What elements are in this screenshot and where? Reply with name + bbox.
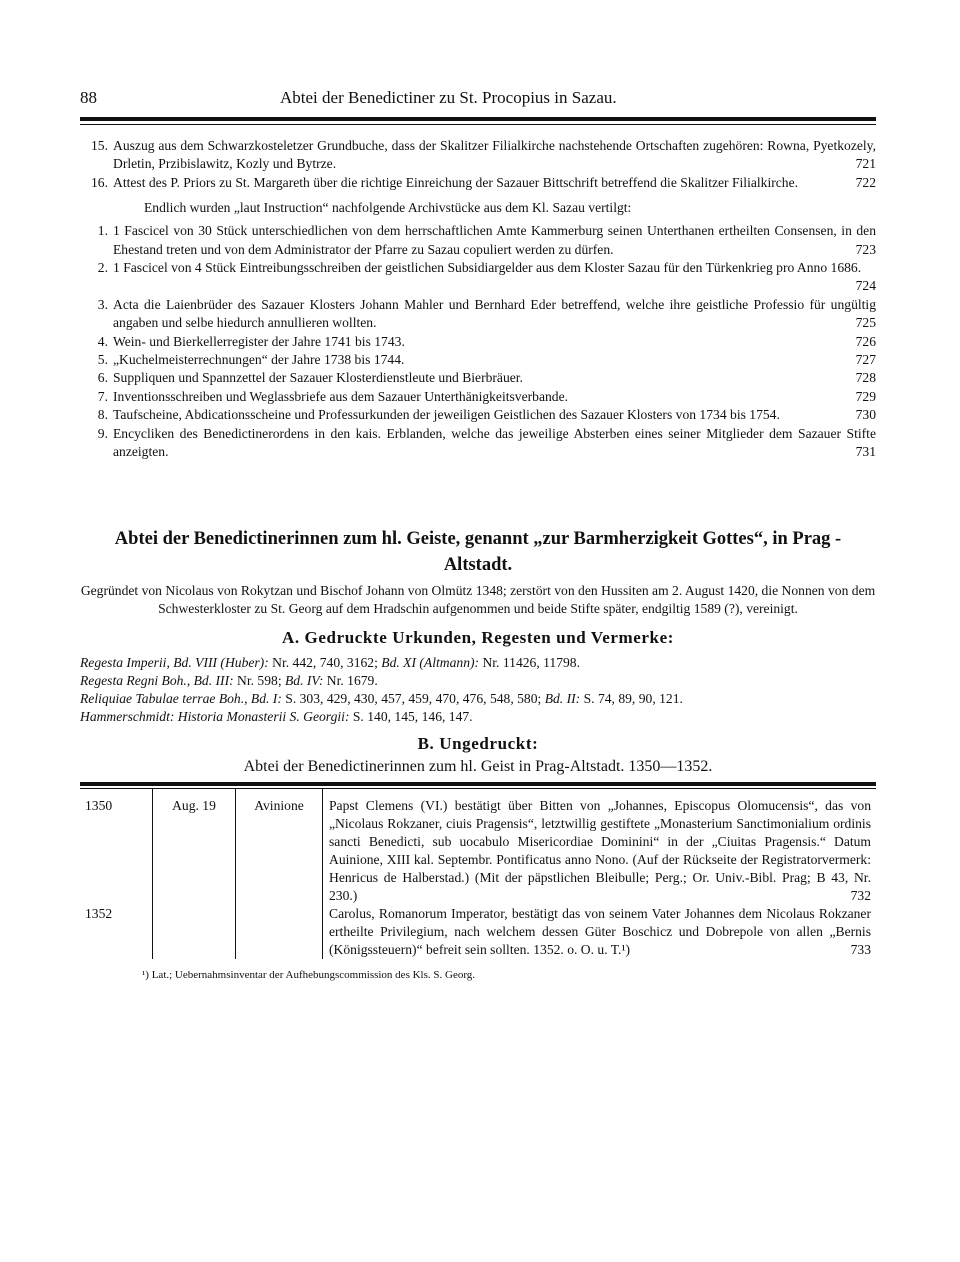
list-item: 7. Inventionsschreiben und Weglassbriefe aus dem Sazauer Unterthänigkeitsverbande. 729 (97, 388, 876, 404)
year-cell: 1352 (85, 905, 113, 921)
subheading-unprinted: B. Ungedruckt: (417, 733, 539, 753)
page-header (80, 88, 876, 112)
document-page (80, 88, 876, 981)
list-item: 9. Encycliken des Benedictinerordens in den kais. Erblanden, welche das jeweilige Absterben eines seiner Mitglieder dem Sazauer Stifte anzeigten. 731 (97, 425, 876, 460)
place-cell: Avinione (236, 789, 323, 905)
regest-cell: Papst Clemens (VI.) bestätigt über Bitten von „Johannes, Episcopus Olomucensis“, das von „Nicolaus Rokzaner, ciuis Pragensis“, letztwillig gestiftete „Monasterium Sanctimonialium ordinis sancti Benedicti, sub uocabulo Misericordiae Dominini“ in der „Ciuitas Pragensis.“ Datum Auinione, XIII kal. Septembr. Pontificatus anno Nono. (Auf der Rückseite der Registratorvermerk: Henricus de Halberstad.) (Mit der päpstlichen Bleibulle; Perg.; Or. Univ.-Bibl. Prag; B 43, Nr. 230.) 732 (323, 789, 877, 905)
list-item: 8. Taufscheine, Abdicationsscheine und Professurkunden der jeweiligen Geistlichen des Sazauer Klosters von 1734 bis 1754. 730 (97, 407, 876, 423)
section-title: Abtei der Benedictinerinnen zum hl. Geiste, genannt „zur Barmherzigkeit Gottes“, in Prag - Altstadt. (114, 528, 842, 575)
footnote: ¹) Lat.; Uebernahmsinventar der Aufhebungscommission des Kls. S. Georg. (142, 968, 476, 981)
list-continuation (80, 137, 876, 192)
list-item: 1. 1 Fascicel von 30 Stück unterschiedlichen von dem herrschaftlichen Amte Kammerburg seinen Unterthanen ertheilten Consensen, in den Ehestand treten und von dem Administrator der Pfarre zu Sazau copuliert werden zu dürfen. 723 (97, 223, 876, 257)
header-rule (80, 117, 876, 121)
subheading-printed-sources: A. Gedruckte Urkunden, Regesten und Vermerke: (281, 627, 675, 647)
table-row (80, 789, 876, 905)
regest-ref: 733 (850, 941, 871, 957)
regest-ref: 732 (850, 887, 871, 903)
table-row (80, 905, 876, 959)
list-item: 4. Wein- und Bierkellerregister der Jahre 1741 bis 1743. 726 (97, 333, 876, 349)
bibliography (80, 654, 876, 726)
date-cell: Aug. 19 (153, 789, 236, 905)
regest-cell: Carolus, Romanorum Imperator, bestätigt das von seinem Vater Johannes dem Nicolaus Rokzaner ertheilte Privilegium, nach welchem dessen Güter Boschicz und Dobrepole von allen „Bernis (Königssteuern)“ befreit sein sollten. 1352. o. O. u. T.¹) 733 (323, 905, 877, 959)
list-item: 2. 1 Fascicel von 4 Stück Eintreibungsschreiben der geistlichen Subsidiargelder aus dem Kloster Sazau für den Türkenkrieg pro Anno 1686. 724 (97, 260, 876, 294)
bibliography-line: Hammerschmidt: Historia Monasterii S. Georgii: S. 140, 145, 146, 147. (80, 708, 473, 724)
place-cell (236, 905, 323, 959)
list-item: 15. Auszug aus dem Schwarzkosteletzer Grundbuche, dass der Skalitzer Filialkirche nachstehende Ortschaften zugehören: Rowna, Pyetkozely, Drletin, Przibislawitz, Kozly und Bytrze. 721 (80, 137, 876, 174)
bibliography-line: Regesta Imperii, Bd. VIII (Huber): Nr. 442, 740, 3162; Bd. XI (Altmann): Nr. 11426, 11798. (80, 654, 581, 670)
header-rule-thin (80, 124, 876, 125)
date-cell (153, 905, 236, 959)
list-item: 16. Attest des P. Priors zu St. Margareth über die richtige Einreichung der Sazauer Bittschrift betreffend die Skalitzer Filialkirche. 722 (80, 174, 876, 192)
page-number: 88 (80, 88, 97, 107)
running-title: Abtei der Benedictiner zu St. Procopius in Sazau. (280, 88, 617, 107)
table-caption: Abtei der Benedictinerinnen zum hl. Geist in Prag-Altstadt. 1350—1352. (243, 757, 713, 775)
bibliography-line: Reliquiae Tabulae terrae Boh., Bd. I: S. 303, 429, 430, 457, 459, 470, 476, 548, 580; Bd. II: S. 74, 89, 90, 121. (80, 690, 683, 706)
intro-line: Endlich wurden „laut Instruction“ nachfolgende Archivstücke aus dem Kl. Sazau vertilgt: (144, 200, 632, 216)
list-item: 6. Suppliquen und Spannzettel der Sazauer Klosterdienstleute und Bierbräuer. 728 (97, 370, 876, 386)
list-item: 3. Acta die Laienbrüder des Sazauer Klosters Johann Mahler und Bernhard Eder betreffend, welche ihre geistliche Professio für ungültig angaben und selbe hiedurch annullieren wollten. 725 (97, 296, 876, 331)
year-cell: 1350 (85, 797, 113, 813)
item-ref: 722 (855, 174, 876, 190)
bibliography-line: Regesta Regni Boh., Bd. III: Nr. 598; Bd. IV: Nr. 1679. (80, 672, 378, 688)
register-table (80, 789, 876, 959)
founding-note: Gegründet von Nicolaus von Rokytzan und Bischof Johann von Olmütz 1348; zerstört von den Hussiten am 2. August 1420, die Nonnen von dem Schwesterkloster zu St. Georg auf dem Hradschin aufgenommen und beide Stifte später, endgiltig 1589 (?), vereinigt. (80, 582, 876, 616)
table-top-rule (80, 782, 876, 786)
item-ref: 721 (855, 156, 876, 172)
destroyed-items-list (80, 222, 876, 461)
list-item: 5. „Kuchelmeisterrechnungen“ der Jahre 1738 bis 1744. 727 (97, 352, 876, 368)
